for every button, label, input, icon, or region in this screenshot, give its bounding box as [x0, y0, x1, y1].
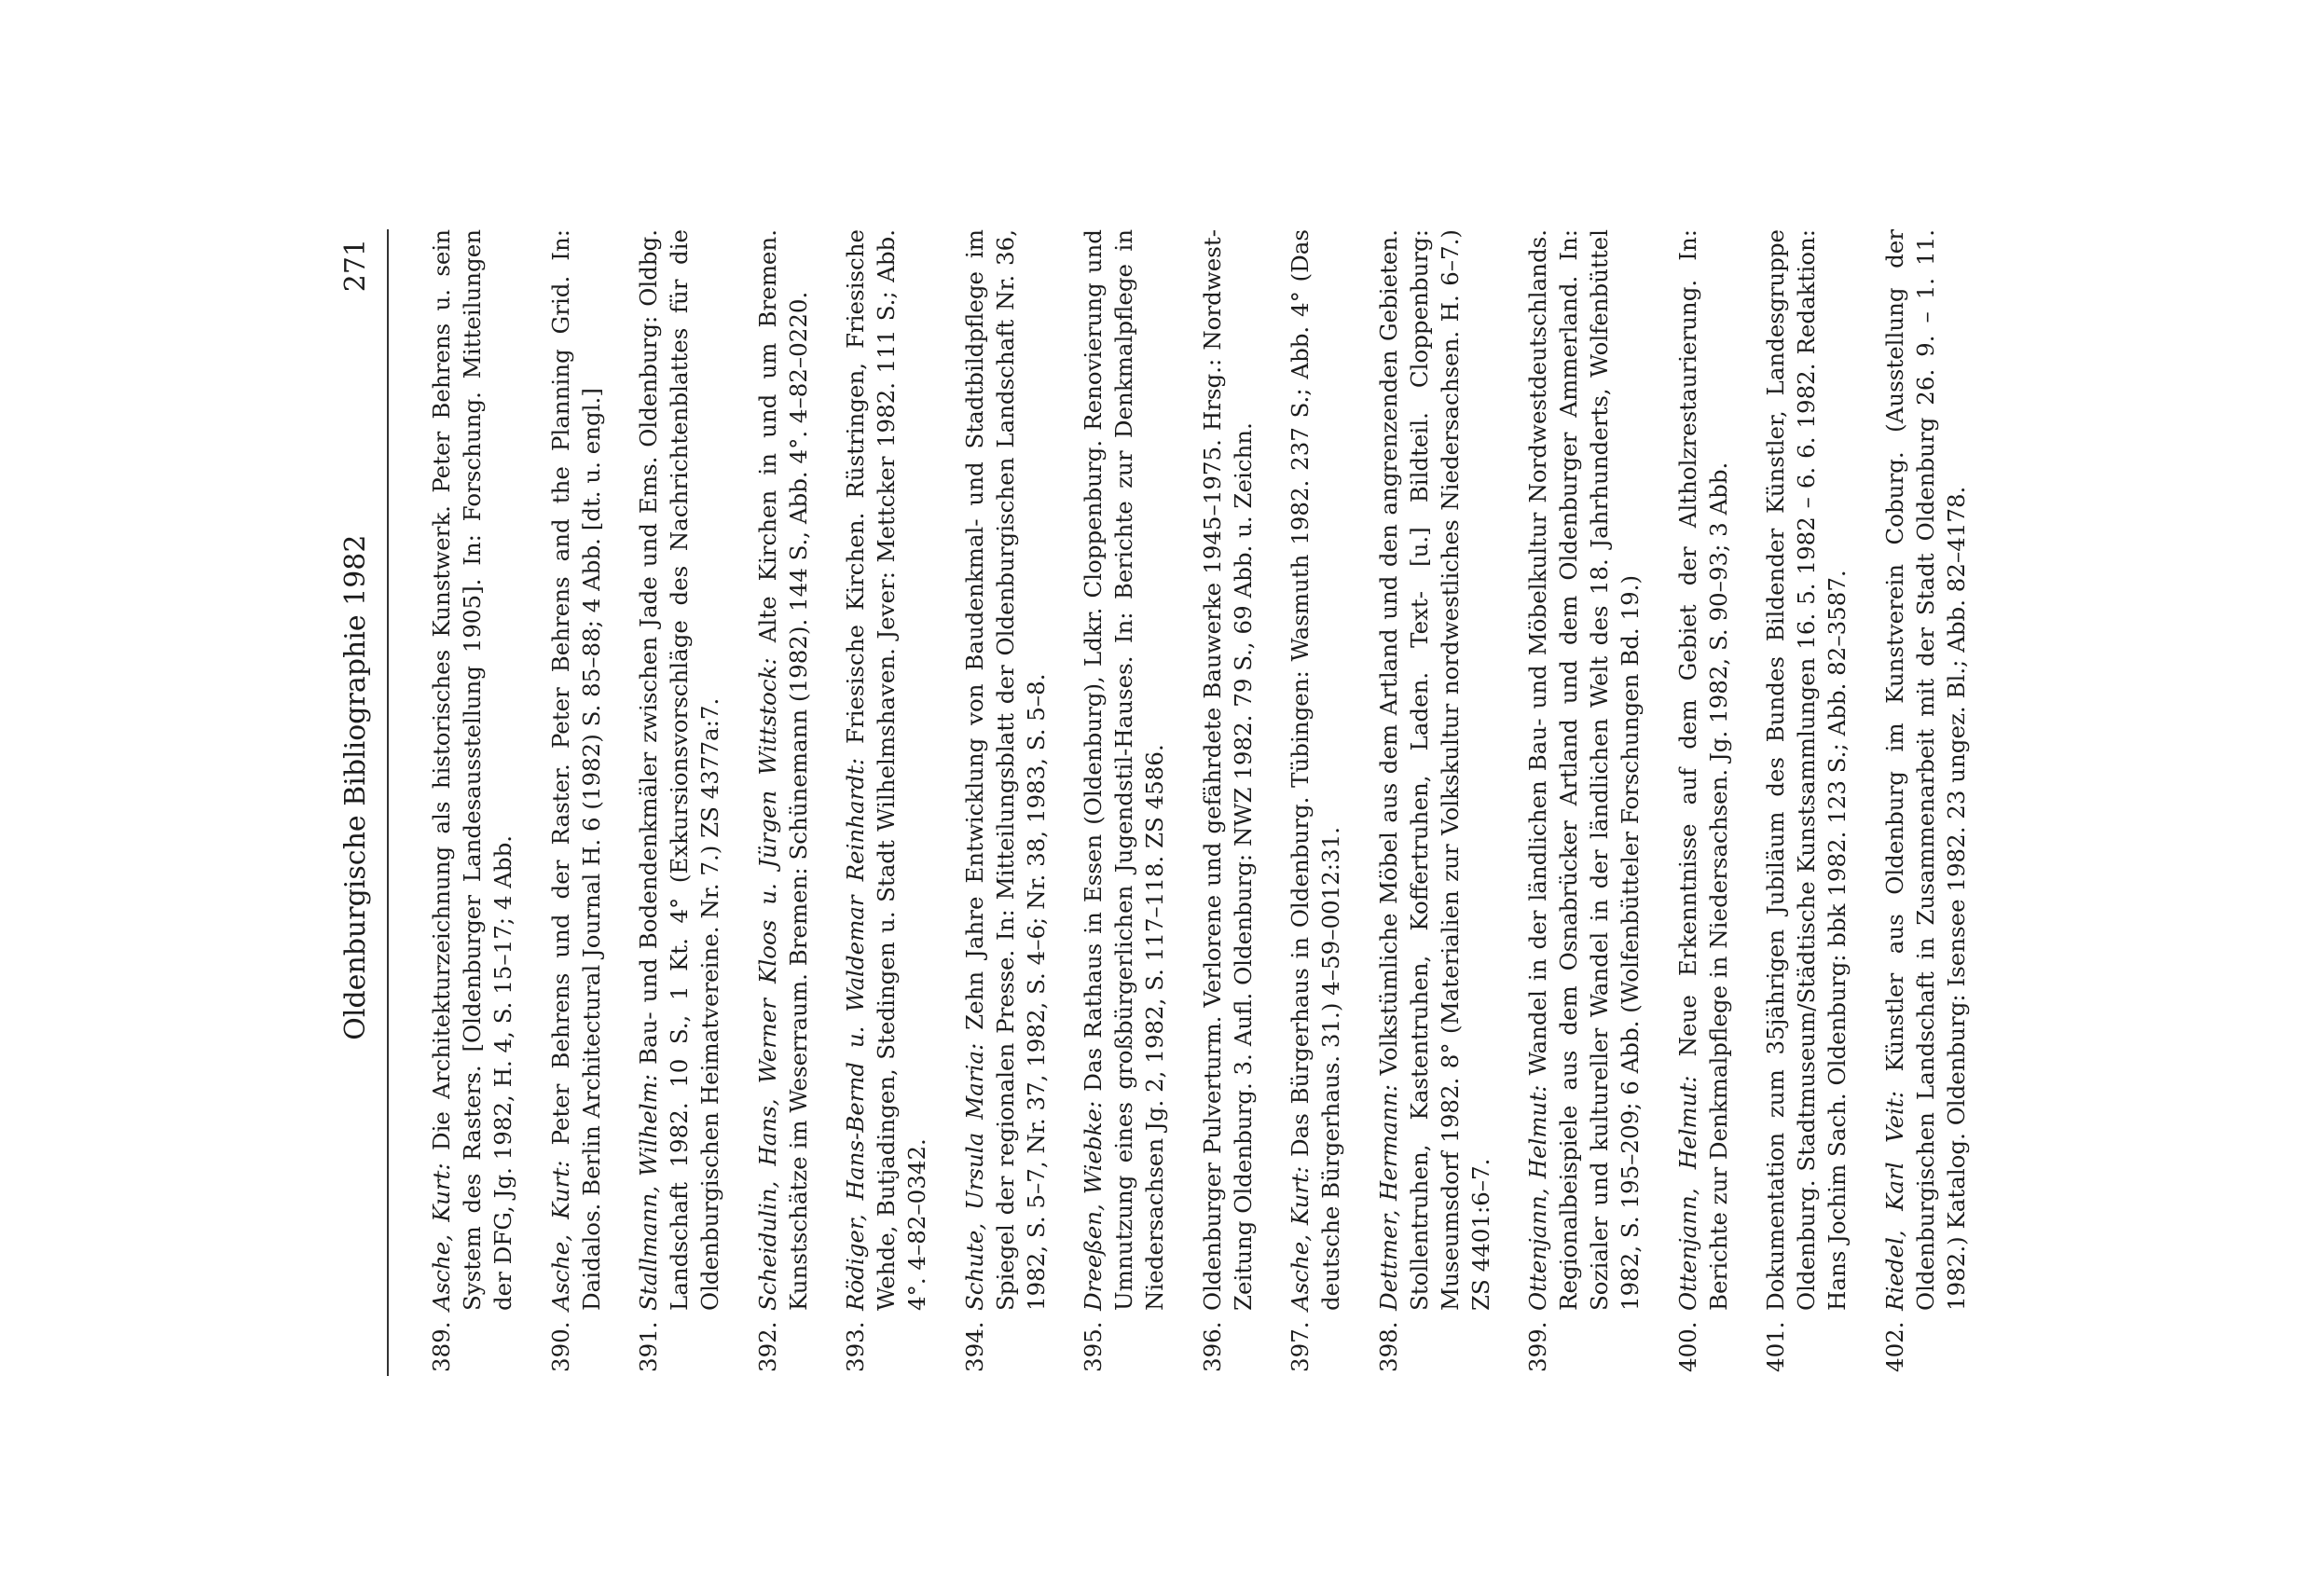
- entry-number: 398.: [1374, 1321, 1402, 1372]
- entry-text: [1197, 229, 1259, 1311]
- entry-author: Scheidulin, Hans, Werner Kloos u. Jürgen Wittstock:: [753, 657, 781, 1311]
- entry-text: [1522, 229, 1645, 1311]
- bibliography-entry: [633, 229, 725, 1372]
- entry-text: [1760, 229, 1852, 1311]
- entry-number: 397.: [1287, 1321, 1314, 1372]
- entry-body: Neue Erkenntnisse auf dem Gebiet der Altholzrestaurierung. In: Berichte zur Denkmalpflege in Niedersachsen. Jg. 1982, S. 90–93; 3 Abb.: [1673, 229, 1732, 1311]
- entry-author: Dettmer, Hermann:: [1374, 1083, 1402, 1311]
- entry-number: 399.: [1524, 1321, 1551, 1372]
- entry-body: Das Bürgerhaus in Oldenburg. Tübingen: Wasmuth 1982. 237 S.; Abb. 4° (Das deutsche Bürgerhaus. 31.) 4–59–0012:31.: [1287, 229, 1344, 1311]
- entry-body: Peter Behrens und der Raster. Peter Behrens and the Planning Grid. In: Daidalos. Berlin Architectural Journal H. 6 (1982) S. 85–88; 4 Abb. [dt. u. engl.]: [546, 229, 605, 1311]
- entry-text: [1285, 229, 1346, 1311]
- entry-text: [840, 229, 932, 1311]
- entry-number: 400.: [1673, 1321, 1701, 1372]
- entry-number: 396.: [1198, 1321, 1226, 1372]
- entry-text: [1078, 229, 1170, 1311]
- entry-text: [545, 229, 607, 1311]
- entry-author: Asche, Kurt:: [1287, 1165, 1314, 1311]
- entry-text: [1879, 229, 1972, 1311]
- entry-text: [1672, 229, 1734, 1311]
- bibliography-entry: [1373, 229, 1496, 1372]
- entry-number: 394.: [960, 1321, 988, 1372]
- entry-author: Ottenjann, Helmut:: [1524, 1084, 1551, 1311]
- entry-author: Dreeßen, Wiebke:: [1080, 1100, 1107, 1311]
- bibliography-entry: [840, 229, 932, 1372]
- entry-body: Friesische Kirchen. Rüstringen, Friesische Wehde, Butjadingen, Stedingen u. Stadt Wilhelmshaven. Jever: Mettcker 1982. 111 S.; Abb. 4°. 4–82–0342.: [842, 229, 930, 1311]
- rotated-page: [317, 192, 2126, 1404]
- bibliography-list: [426, 229, 1972, 1376]
- bibliography-entry: [1197, 229, 1259, 1372]
- entry-number: 390.: [546, 1321, 574, 1372]
- bibliography-entry: [1078, 229, 1170, 1372]
- entry-number: 401.: [1762, 1321, 1789, 1372]
- entry-number: 392.: [753, 1321, 781, 1372]
- entry-body: Alte Kirchen in und um Bremen. Kunstschätze im Weserraum. Bremen: Schünemann (1982). 144 S., Abb. 4°. 4–82–0220.: [753, 229, 812, 1311]
- page-title: Oldenburgische Bibliographie 1982: [339, 534, 372, 1040]
- bibliography-entry: [1285, 229, 1346, 1372]
- entry-author: Stallmann, Wilhelm:: [635, 1073, 662, 1311]
- entry-text: [752, 229, 814, 1311]
- entry-body: Künstler aus Oldenburg im Kunstverein Coburg. (Ausstellung der Oldenburgischen Landschaft in Zusammenarbeit mit der Stadt Oldenburg 26. 9. – 1. 11. 1982.) Katalog. Oldenburg: Isensee 1982. 23 ungez. Bl.; Abb. 82–4178.: [1880, 229, 1970, 1311]
- entry-body: Die Architekturzeichnung als historisches Kunstwerk. Peter Behrens u. sein System des Rasters. [Oldenburger Landesausstellung 1905]. In: Forschung. Mitteilungen der DFG, Jg. 1982, H. 4, S. 15–17; 4 Abb.: [428, 228, 516, 1311]
- bibliography-entry: [426, 229, 518, 1372]
- entry-author: Rödiger, Hans-Bernd u. Waldemar Reinhardt:: [842, 757, 869, 1311]
- entry-body: Wandel in der ländlichen Bau- und Möbelkultur Nordwestdeutschlands. Regionalbeispiele aus dem Osnabrücker Artland und dem Oldenburger Ammerland. In: Sozialer und kultureller Wandel in der ländlichen Welt des 18. Jahrhunderts, Wolfenbüttel 1982, S. 195–209; 6 Abb. (Wolfenbütteler Forschungen Bd. 19.): [1524, 228, 1644, 1311]
- entry-text: [633, 229, 725, 1311]
- entry-author: Ottenjann, Helmut:: [1673, 1075, 1701, 1311]
- bibliography-entry: [959, 229, 1052, 1372]
- entry-number: 389.: [428, 1321, 455, 1372]
- entry-number: 395.: [1080, 1321, 1107, 1372]
- bibliography-entry: [545, 229, 607, 1372]
- entry-text: [426, 229, 518, 1311]
- entry-body: Oldenburger Pulverturm. Verlorene und gefährdete Bauwerke 1945–1975. Hrsg.: Nordwest-Zeitung Oldenburg. 3. Aufl. Oldenburg: NWZ 1982. 79 S., 69 Abb. u. Zeichn.: [1198, 229, 1257, 1311]
- bibliography-entry: [1760, 229, 1852, 1372]
- entry-number: 402.: [1880, 1321, 1908, 1372]
- bibliography-entry: [1672, 229, 1734, 1372]
- bibliography-entry: [1522, 229, 1645, 1372]
- entry-author: Riedel, Karl Veit:: [1880, 1091, 1908, 1311]
- page-header: [339, 229, 389, 1376]
- entry-body: Bau- und Bodendenkmäler zwischen Jade und Ems. Oldenburg: Oldbg. Landschaft 1982. 10 S., 1 Kt. 4° (Exkursionsvorschläge des Nachrichtenblattes für die Oldenburgischen Heimatvereine. Nr. 7.) ZS 4377a:7.: [635, 229, 723, 1311]
- entry-body: Zehn Jahre Entwicklung von Baudenkmal- und Stadtbildpflege im Spiegel der regionalen Presse. In: Mitteilungsblatt der Oldenburgischen Landschaft Nr. 36, 1982, S. 5–7, Nr. 37, 1982, S. 4–6; Nr. 38, 1983, S. 5–8.: [960, 229, 1050, 1311]
- entry-body: Das Rathaus in Essen (Oldenburg), Ldkr. Cloppenburg. Renovierung und Umnutzung eines großbürgerlichen Jugendstil-Hauses. In: Berichte zur Denkmalpflege in Niedersachsen Jg. 2, 1982, S. 117–118. ZS 4586.: [1080, 229, 1168, 1311]
- entry-body: Volkstümliche Möbel aus dem Artland und den angrenzenden Gebieten. Stollentruhen, Kastentruhen, Koffertruhen, Laden. Text- [u.] Bildteil. Cloppenburg: Museumsdorf 1982. 8° (Materialien zur Volkskultur nordwestliches Niedersachsen. H. 6–7.) ZS 4401:6–7.: [1374, 229, 1494, 1311]
- entry-author: Asche, Kurt:: [428, 1163, 455, 1311]
- entry-author: Asche, Kurt:: [546, 1160, 574, 1311]
- entry-body: Dokumentation zum 35jährigen Jubiläum des Bundes Bildender Künstler, Landesgruppe Oldenburg. Stadtmuseum/Städtische Kunstsammlungen 16. 5. 1982 – 6. 6. 1982. Redaktion: Hans Jochim Sach. Oldenburg: bbk 1982. 123 S.; Abb. 82–3587.: [1762, 229, 1851, 1311]
- entry-text: [1373, 229, 1496, 1311]
- entry-number: 391.: [635, 1321, 662, 1372]
- entry-text: [959, 229, 1052, 1311]
- page-number: 271: [339, 239, 372, 293]
- entry-author: Schute, Ursula Maria:: [960, 1042, 988, 1311]
- bibliography-entry: [1879, 229, 1972, 1372]
- entry-number: 393.: [842, 1321, 869, 1372]
- bibliography-entry: [752, 229, 814, 1372]
